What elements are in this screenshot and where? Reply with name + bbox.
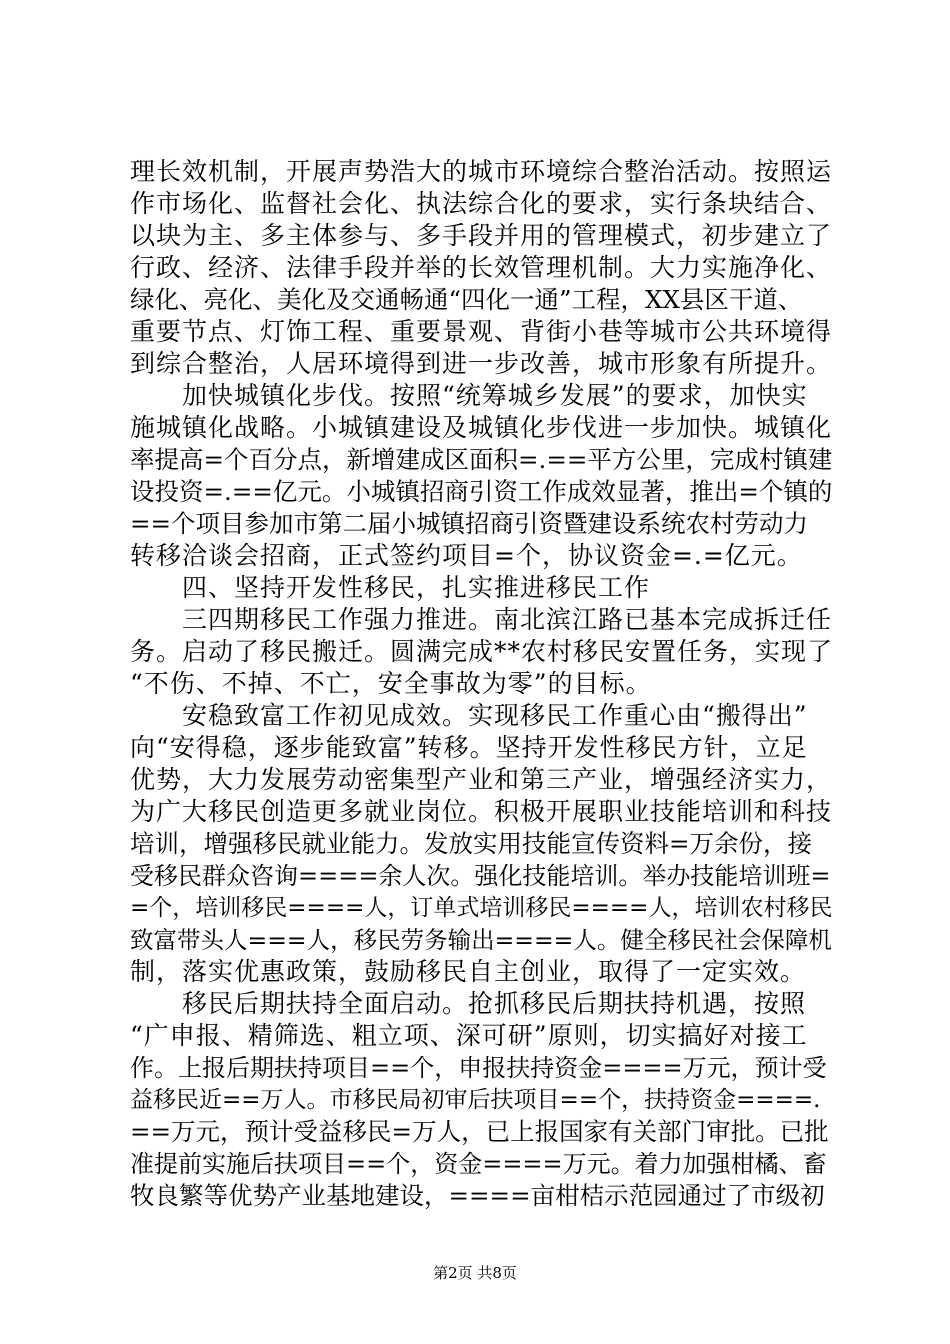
text-line: 培训，增强移民就业能力。发放实用技能宣传资料=万余份，接 [130, 829, 813, 858]
text-line: 理长效机制，开展声势浩大的城市环境综合整治活动。按照运 [130, 157, 833, 186]
text-line: 向“安得稳，逐步能致富”转移。坚持开发性移民方针，立足 [130, 733, 808, 762]
text-line: 致富带头人===人，移民劳务输出====人。健全移民社会保障机 [130, 926, 832, 954]
text-line: 行政、经济、法律手段并举的长效管理机制。大力实施净化、 [130, 253, 833, 282]
text-line: 移民后期扶持全面启动。抢抓移民后期扶持机遇，按照 [130, 989, 807, 1018]
text-line: 以块为主、多主体参与、多手段并用的管理模式，初步建立了 [130, 221, 833, 250]
page-footer: 第2页 共8页 [433, 1264, 517, 1282]
text-line: 重要节点、灯饰工程、重要景观、背街小巷等城市公共环境得 [130, 317, 833, 346]
text-line: 施城镇化战略。小城镇建设及城镇化步伐进一步加快。城镇化 [130, 413, 833, 442]
text-line: 作市场化、监督社会化、执法综合化的要求，实行条块结合、 [130, 189, 833, 218]
text-line: 务。启动了移民搬迁。圆满完成**农村移民安置任务，实现了 [130, 637, 834, 666]
text-line: 转移洽谈会招商，正式签约项目=个，协议资金=.=亿元。 [130, 541, 803, 570]
text-line: ==万元，预计受益移民=万人，已上报国家有关部门审批。已批 [130, 1117, 829, 1146]
text-line: 三四期移民工作强力推进。南北滨江路已基本完成拆迁任 [130, 605, 833, 634]
text-line: 作。上报后期扶持项目==个，申报扶持资金====万元，预计受 [130, 1054, 827, 1082]
text-line: 设投资=.==亿元。小城镇招商引资工作成效显著，推出=个镇的 [130, 477, 833, 506]
text-line: 率提高=个百分点，新增建成区面积=.==平方公里，完成村镇建 [130, 445, 833, 474]
document-body [130, 156, 835, 1212]
text-line: 为广大移民创造更多就业岗位。积极开展职业技能培训和科技 [130, 797, 833, 826]
text-line: 到综合整治，人居环境得到进一步改善，城市形象有所提升。 [130, 349, 833, 378]
text-line: 安稳致富工作初见成效。实现移民工作重心由“搬得出” [130, 701, 808, 730]
text-line: 绿化、亮化、美化及交通畅通“四化一通”工程，XX县区干道、 [130, 285, 803, 314]
text-line: 制，落实优惠政策，鼓励移民自主创业，取得了一定实效。 [130, 957, 807, 986]
text-line: 优势，大力发展劳动密集型产业和第三产业，增强经济实力， [130, 765, 833, 794]
text-line: “广申报、精筛选、粗立项、深可研”原则，切实搞好对接工 [130, 1021, 808, 1050]
text-line: 益移民近==万人。市移民局初审后扶项目==个，扶持资金====. [130, 1087, 821, 1113]
text-line: 牧良繁等优势产业基地建设，====亩柑桔示范园通过了市级初 [130, 1181, 825, 1210]
text-line: 准提前实施后扶项目==个，资金====万元。着力加强柑橘、畜 [130, 1150, 827, 1178]
text-line: 受移民群众咨询====余人次。强化技能培训。举办技能培训班= [130, 862, 831, 890]
section-heading: 四、坚持开发性移民，扎实推进移民工作 [130, 573, 651, 602]
text-line: 加快城镇化步伐。按照“统筹城乡发展”的要求，加快实 [130, 381, 808, 410]
text-line: ==个项目参加市第二届小城镇招商引资暨建设系统农村劳动力 [130, 509, 809, 538]
text-line: “不伤、不掉、不亡，安全事故为零”的目标。 [130, 669, 652, 698]
text-line: =个，培训移民====人，订单式培训移民====人，培训农村移民 [130, 895, 833, 921]
